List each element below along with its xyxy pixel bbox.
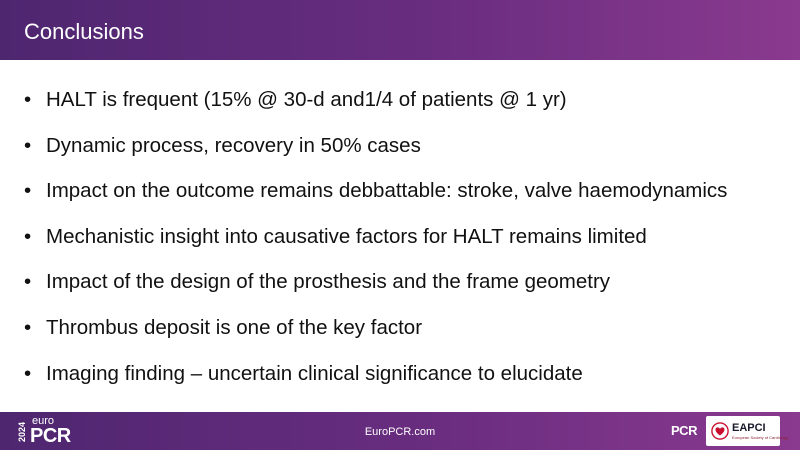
logo-pcr: PCR	[30, 425, 71, 447]
bullet-marker: •	[24, 361, 32, 385]
slide-footer	[0, 412, 800, 450]
bullet-item	[24, 223, 794, 269]
bullet-marker: •	[24, 179, 32, 203]
footer-url: EuroPCR.com	[364, 426, 436, 438]
slide-title: Conclusions	[24, 19, 144, 44]
bullet-marker: •	[24, 224, 32, 248]
bullet-text: Imaging finding – uncertain clinical significance to elucidate	[46, 361, 583, 385]
bullet-marker: •	[24, 315, 32, 339]
bullet-text: Dynamic process, recovery in 50% cases	[46, 133, 421, 157]
bullet-item	[24, 360, 794, 406]
eapci-subtitle: European Society of Cardiology	[732, 435, 789, 440]
bullet-text: Mechanistic insight into causative factors for HALT remains limited	[46, 224, 647, 248]
bullet-item	[24, 177, 794, 223]
bullet-marker: •	[24, 88, 32, 111]
bullet-item	[24, 314, 794, 360]
eapci-label: EAPCI	[732, 422, 766, 434]
bullet-marker: •	[24, 133, 32, 157]
logo-year: 2024	[17, 421, 27, 443]
bullet-text: Thrombus deposit is one of the key factor	[46, 315, 423, 339]
bullet-item	[24, 132, 794, 178]
bullet-marker: •	[24, 270, 32, 294]
eapci-logo	[706, 416, 789, 446]
bullet-item	[24, 86, 794, 132]
bullet-list	[24, 86, 794, 405]
pcr-badge-logo: PCR	[671, 423, 697, 438]
logo-euro: euro	[32, 415, 55, 427]
heart-icon	[711, 422, 729, 440]
slide-header	[0, 0, 800, 60]
bullet-text: Impact of the design of the prosthesis and the frame geometry	[46, 270, 611, 294]
bullet-text: HALT is frequent (15% @ 30-d and1/4 of patients @ 1 yr)	[46, 88, 567, 111]
bullet-text: Impact on the outcome remains debbattable: stroke, valve haemodynamics	[46, 179, 728, 203]
bullet-item	[24, 268, 794, 314]
